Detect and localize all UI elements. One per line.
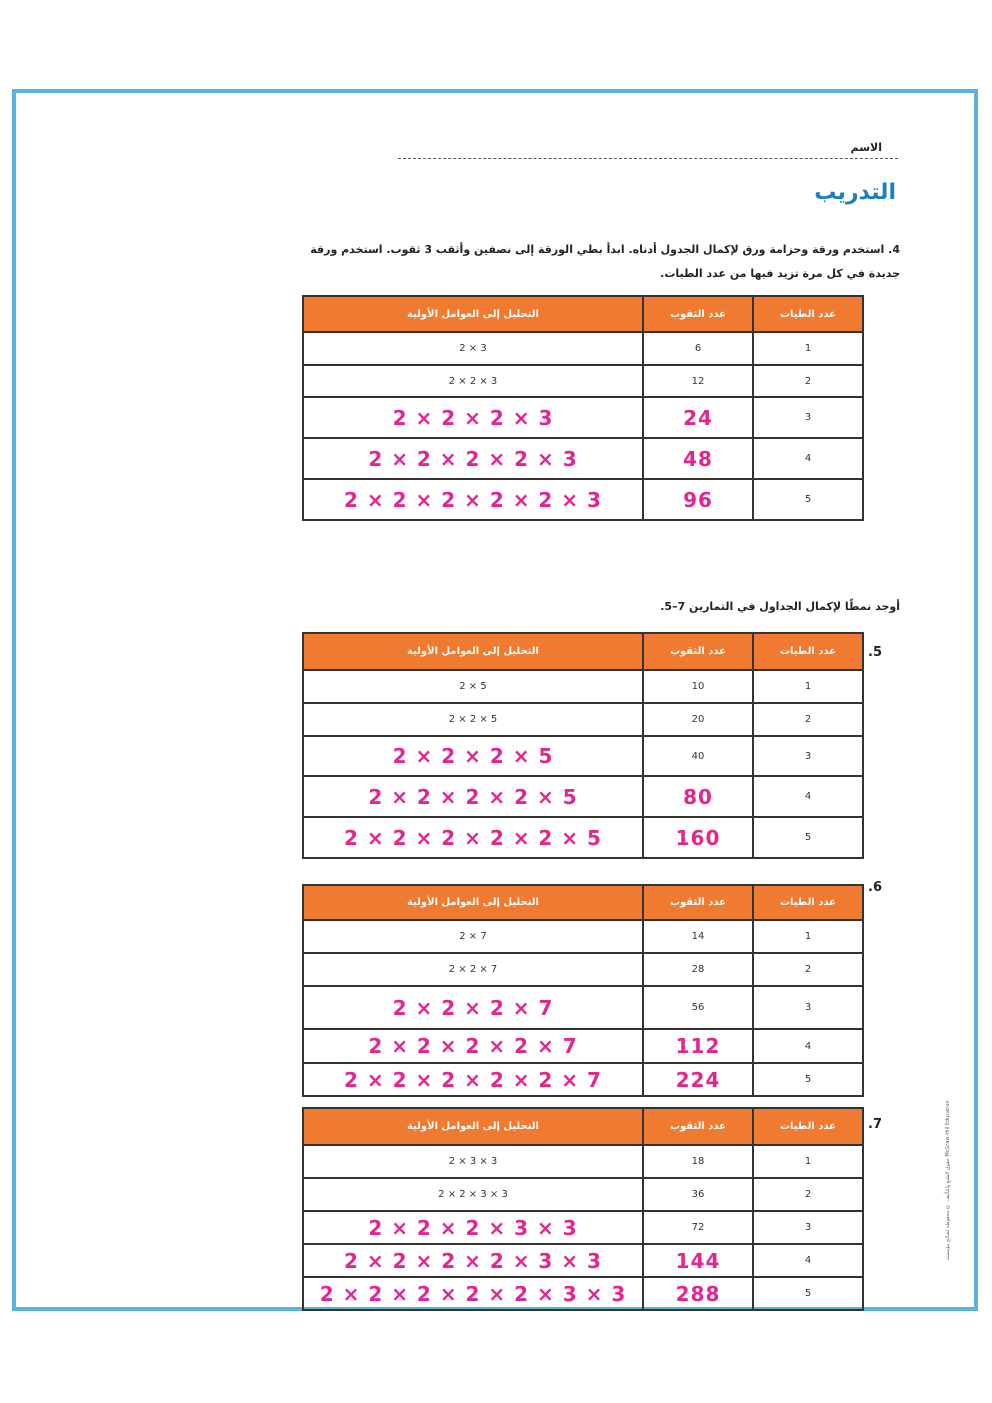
cell-holes: 36 <box>643 1178 753 1211</box>
cell-holes: 24 <box>643 397 753 438</box>
table-row <box>303 670 863 703</box>
exercise6-number: .6 <box>868 880 882 895</box>
cell-factorization: 2 × 2 × 2 × 2 × 2 × 7 <box>303 1063 643 1096</box>
cell-factorization: 2 × 7 <box>303 920 643 953</box>
cell-layers: 4 <box>753 438 863 479</box>
header-holes: عدد الثقوب <box>643 885 753 920</box>
page-title: التدريب <box>814 180 896 205</box>
cell-layers: 2 <box>753 365 863 397</box>
table-header-row <box>303 296 863 332</box>
table-row <box>303 397 863 438</box>
table-header-row <box>303 1108 863 1145</box>
cell-layers: 5 <box>753 1277 863 1310</box>
cell-layers: 5 <box>753 817 863 858</box>
cell-holes: 20 <box>643 703 753 736</box>
cell-factorization: 2 × 2 × 2 × 3 <box>303 397 643 438</box>
header-layers: عدد الطيات <box>753 296 863 332</box>
cell-holes: 10 <box>643 670 753 703</box>
cell-factorization: 2 × 5 <box>303 670 643 703</box>
cell-factorization: 2 × 2 × 2 × 2 × 5 <box>303 776 643 817</box>
cell-factorization: 2 × 2 × 2 × 5 <box>303 736 643 776</box>
cell-layers: 3 <box>753 736 863 776</box>
cell-factorization: 2 × 2 × 3 <box>303 365 643 397</box>
cell-factorization: 2 × 3 × 3 <box>303 1145 643 1178</box>
cell-layers: 4 <box>753 776 863 817</box>
cell-holes: 28 <box>643 953 753 986</box>
cell-layers: 5 <box>753 1063 863 1096</box>
table-row <box>303 776 863 817</box>
cell-holes: 224 <box>643 1063 753 1096</box>
table-row <box>303 1244 863 1277</box>
table-row <box>303 365 863 397</box>
cell-layers: 2 <box>753 703 863 736</box>
header-holes: عدد الثقوب <box>643 1108 753 1145</box>
cell-layers: 2 <box>753 953 863 986</box>
cell-factorization: 2 × 2 × 5 <box>303 703 643 736</box>
table-row <box>303 1145 863 1178</box>
cell-factorization: 2 × 2 × 2 × 2 × 2 × 5 <box>303 817 643 858</box>
cell-holes: 40 <box>643 736 753 776</box>
exercise4-instruction: 4. استخدم ورقة وحزامة ورق لإكمال الجدول أدناه. ابدأ بطي الورقة إلى نصفين وأثقب 3 ثقوب. استخدم ورقة جديدة في كل مرة تزيد فيها من عدد الطيات. <box>310 243 900 280</box>
cell-factorization: 2 × 2 × 2 × 2 × 3 <box>303 438 643 479</box>
table-row <box>303 1063 863 1096</box>
header-layers: عدد الطيات <box>753 1108 863 1145</box>
table-row <box>303 986 863 1029</box>
table-row <box>303 1277 863 1310</box>
cell-layers: 3 <box>753 986 863 1029</box>
cell-factorization: 2 × 2 × 2 × 2 × 2 × 3 × 3 <box>303 1277 643 1310</box>
cell-factorization: 2 × 2 × 3 × 3 <box>303 1178 643 1211</box>
copyright-note: حقوق الطبع والتأليف © محفوظة لصالح مؤسسة McGraw-Hill Education <box>945 1100 951 1260</box>
cell-layers: 2 <box>753 1178 863 1211</box>
header-layers: عدد الطيات <box>753 885 863 920</box>
header-factorization: التحليل إلى العوامل الأولية <box>303 296 643 332</box>
cell-holes: 18 <box>643 1145 753 1178</box>
exercise4-number: 4. <box>888 243 900 256</box>
cell-holes: 160 <box>643 817 753 858</box>
cell-layers: 1 <box>753 332 863 365</box>
cell-holes: 6 <box>643 332 753 365</box>
cell-holes: 72 <box>643 1211 753 1244</box>
cell-layers: 3 <box>753 1211 863 1244</box>
cell-factorization: 2 × 2 × 2 × 2 × 7 <box>303 1029 643 1063</box>
table-t6 <box>302 884 864 1097</box>
cell-holes: 112 <box>643 1029 753 1063</box>
header-holes: عدد الثقوب <box>643 296 753 332</box>
cell-holes: 96 <box>643 479 753 520</box>
cell-holes: 144 <box>643 1244 753 1277</box>
cell-layers: 3 <box>753 397 863 438</box>
cell-factorization: 2 × 3 <box>303 332 643 365</box>
header-factorization: التحليل إلى العوامل الأولية <box>303 885 643 920</box>
cell-holes: 80 <box>643 776 753 817</box>
cell-factorization: 2 × 2 × 2 × 3 × 3 <box>303 1211 643 1244</box>
header-factorization: التحليل إلى العوامل الأولية <box>303 1108 643 1145</box>
cell-layers: 1 <box>753 670 863 703</box>
table-row <box>303 1029 863 1063</box>
cell-layers: 4 <box>753 1029 863 1063</box>
cell-layers: 1 <box>753 920 863 953</box>
exercise7-number: .7 <box>868 1117 882 1132</box>
cell-holes: 12 <box>643 365 753 397</box>
cell-layers: 5 <box>753 479 863 520</box>
table-t4 <box>302 295 864 521</box>
header-holes: عدد الثقوب <box>643 633 753 670</box>
table-row <box>303 736 863 776</box>
table-row <box>303 1211 863 1244</box>
table-row <box>303 479 863 520</box>
table-row <box>303 817 863 858</box>
header-layers: عدد الطيات <box>753 633 863 670</box>
table-row <box>303 1178 863 1211</box>
cell-holes: 56 <box>643 986 753 1029</box>
name-line <box>398 158 898 159</box>
cell-layers: 4 <box>753 1244 863 1277</box>
exercise5-number: .5 <box>868 645 882 660</box>
cell-holes: 14 <box>643 920 753 953</box>
cell-layers: 1 <box>753 1145 863 1178</box>
table-row <box>303 332 863 365</box>
cell-factorization: 2 × 2 × 2 × 7 <box>303 986 643 1029</box>
table-row <box>303 703 863 736</box>
table-t7 <box>302 1107 864 1311</box>
table-row <box>303 438 863 479</box>
table-t5 <box>302 632 864 859</box>
table-header-row <box>303 885 863 920</box>
header-factorization: التحليل إلى العوامل الأولية <box>303 633 643 670</box>
cell-factorization: 2 × 2 × 2 × 2 × 3 × 3 <box>303 1244 643 1277</box>
exercises-instruction: أوجد نمطًا لإكمال الجداول في التمارين 7–5. <box>660 600 900 613</box>
cell-holes: 48 <box>643 438 753 479</box>
cell-factorization: 2 × 2 × 7 <box>303 953 643 986</box>
cell-factorization: 2 × 2 × 2 × 2 × 2 × 3 <box>303 479 643 520</box>
table-row <box>303 920 863 953</box>
name-label: الاسم <box>850 141 882 154</box>
cell-holes: 288 <box>643 1277 753 1310</box>
table-header-row <box>303 633 863 670</box>
table-row <box>303 953 863 986</box>
